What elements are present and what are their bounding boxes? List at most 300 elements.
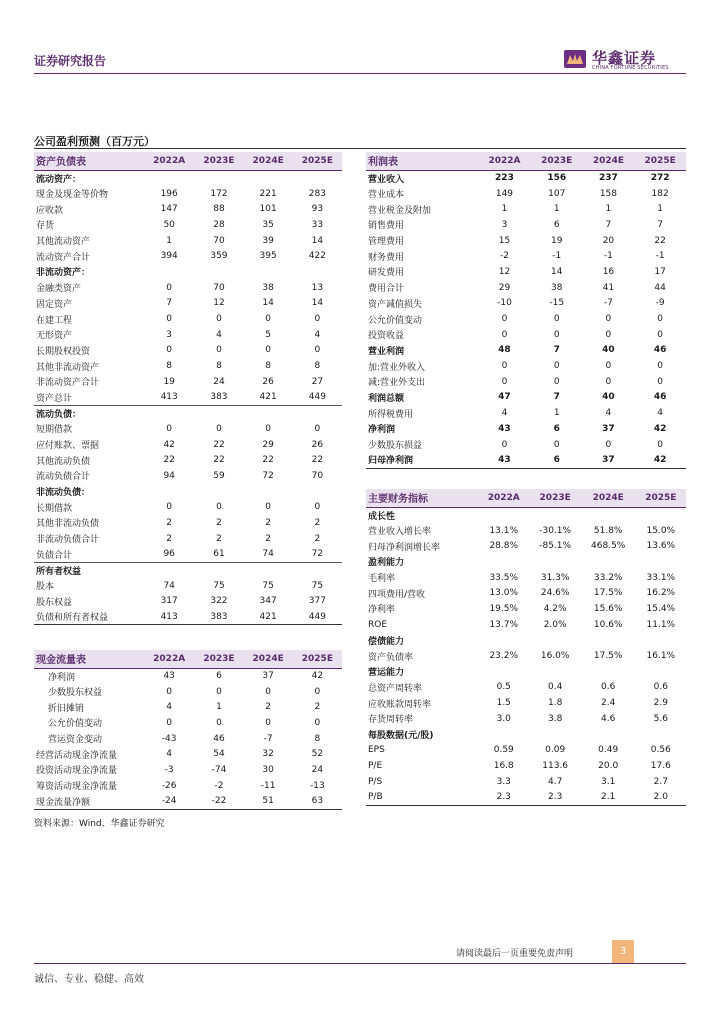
cell-value: 13.6%: [646, 541, 676, 552]
table-row: [34, 421, 342, 437]
table-row: [34, 715, 342, 731]
row-label: 非流动资产合计: [36, 378, 100, 389]
cell-value: 6: [553, 423, 560, 434]
cell-value: [144, 405, 194, 421]
row-label: 研发费用: [368, 268, 405, 279]
cell-value: 40: [602, 345, 615, 356]
cell-value: 2.3: [478, 789, 530, 805]
row-label: EPS: [368, 745, 385, 756]
cell-value: 3.3: [496, 776, 511, 787]
cell-value: 75: [311, 580, 324, 591]
cell-value: 7: [553, 345, 560, 356]
table-title: 利润表: [366, 152, 478, 170]
cell-value: 12: [213, 298, 225, 309]
cell-value: -24: [144, 794, 194, 810]
cell-value: [478, 554, 530, 570]
cell-value: 14: [311, 235, 324, 246]
cell-value: [293, 170, 342, 186]
cell-value: 3.1: [601, 776, 616, 787]
row-label: 折旧摊销: [48, 703, 85, 714]
cell-value: 24: [311, 764, 324, 775]
cell-value: 13.7%: [489, 619, 519, 630]
cell-value: -22: [194, 794, 243, 810]
row-label: 非流动负债合计: [36, 535, 100, 546]
cell-value: 0: [501, 439, 508, 450]
cell-value: [478, 664, 530, 680]
cell-value: 30: [262, 764, 274, 775]
row-label: 应收账款周转率: [368, 699, 432, 710]
cell-value: 33: [311, 219, 324, 230]
cell-value: 2.1: [581, 789, 636, 805]
table-row: [34, 578, 342, 594]
logo-text-en: CHINA FORTUNE SECURITIES: [592, 65, 669, 71]
cell-value: 2: [216, 533, 222, 544]
cell-value: 17.5%: [593, 651, 623, 662]
row-label: 固定资产: [36, 299, 73, 310]
cell-value: 283: [308, 188, 326, 199]
cell-value: 2: [314, 702, 321, 713]
cell-value: 1: [553, 408, 560, 419]
cell-value: 223: [495, 173, 514, 184]
cell-value: [144, 484, 194, 500]
row-label: 少数股东损益: [368, 441, 423, 452]
row-label: 营业成本: [368, 190, 405, 201]
row-label: 现金及现金等价物: [36, 190, 109, 201]
cell-value: 7: [166, 298, 173, 309]
row-label: 营业收入: [368, 174, 405, 185]
cell-value: [194, 562, 243, 578]
row-label: 负债合计: [36, 550, 73, 561]
cell-value: 0: [605, 439, 612, 450]
table-caption: 公司盈利预测（百万元）: [34, 135, 155, 148]
row-label: 现金流量净额: [34, 794, 144, 810]
cell-value: 22: [213, 455, 225, 466]
table-row: [34, 731, 342, 747]
row-label: ROE: [368, 619, 388, 630]
cell-value: 8: [166, 361, 173, 372]
cell-value: 5: [265, 329, 272, 340]
cell-value: [144, 264, 194, 280]
cell-value: 43: [478, 452, 531, 468]
table-row: [366, 405, 686, 421]
table-row: [366, 680, 686, 696]
cell-value: -13: [310, 780, 325, 791]
cell-value: 0: [553, 376, 560, 387]
table-header-row: [34, 650, 342, 668]
cell-value: 94: [163, 470, 175, 481]
year-header: 2022A: [144, 152, 194, 170]
table-row: [34, 778, 342, 794]
table-row: [34, 794, 342, 810]
row-label: 利润总额: [368, 393, 405, 404]
cell-value: 272: [650, 173, 670, 184]
row-label: 投资活动现金净流量: [36, 766, 118, 777]
cell-value: 7: [605, 219, 612, 230]
cell-value: 17.5%: [593, 588, 623, 599]
cell-value: 46: [653, 392, 667, 403]
cell-value: 33.2%: [593, 572, 623, 583]
cell-value: 0: [605, 329, 612, 340]
table-row: [366, 248, 686, 264]
cell-value: 12: [498, 266, 511, 277]
row-label: 流动负债合计: [36, 472, 91, 483]
row-label: 金融类资产: [36, 284, 82, 295]
cell-value: 322: [210, 596, 228, 607]
cell-value: 43: [498, 423, 511, 434]
cell-value: 2: [265, 702, 272, 713]
table-row: [34, 170, 342, 186]
row-label: 营业收入增长率: [368, 527, 432, 538]
table-header-row: [366, 152, 686, 170]
cell-value: 0.6: [653, 682, 668, 693]
cell-value: -3: [164, 764, 174, 775]
table-row: [366, 280, 686, 296]
cell-value: 0: [501, 376, 508, 387]
cell-value: 0.09: [545, 745, 566, 756]
cell-value: 1: [501, 204, 508, 215]
row-label: 其他非流动资产: [36, 362, 100, 373]
cell-value: 46: [213, 733, 225, 744]
cell-value: [636, 507, 686, 523]
cell-value: -85.1%: [539, 541, 572, 552]
cell-value: 3: [501, 219, 508, 230]
cell-value: 33.5%: [489, 572, 519, 583]
cell-value: [636, 664, 686, 680]
cell-value: 0: [553, 439, 560, 450]
table-row: [366, 789, 686, 805]
cell-value: 17: [654, 266, 666, 277]
row-label: 财务费用: [368, 252, 405, 263]
cell-value: [144, 562, 194, 578]
table-row: [366, 617, 686, 633]
cell-value: 63: [293, 794, 342, 810]
cell-value: 0: [265, 345, 272, 356]
table-row: [366, 538, 686, 554]
row-label: P/E: [368, 760, 383, 771]
table-row: [34, 390, 342, 406]
cell-value: 0: [166, 717, 173, 728]
cell-value: 196: [160, 188, 178, 199]
logo-mark-icon: [564, 50, 586, 68]
table-title: 资产负债表: [34, 152, 144, 170]
cell-value: 52: [311, 749, 324, 760]
cell-value: 51: [244, 794, 293, 810]
cell-value: 317: [160, 596, 178, 607]
cell-value: 37: [583, 452, 635, 468]
cell-value: 0: [216, 314, 222, 325]
row-label: 总资产周转率: [368, 683, 423, 694]
cell-value: 16.0%: [540, 651, 570, 662]
cell-value: 3: [166, 329, 173, 340]
cell-value: 13: [311, 282, 324, 293]
table-row: [366, 648, 686, 664]
cell-value: 0: [166, 686, 173, 697]
cell-value: [244, 264, 293, 280]
cell-value: 70: [213, 235, 225, 246]
table-row: [34, 684, 342, 700]
cell-value: 4.6: [601, 713, 616, 724]
cell-value: 14: [551, 266, 563, 277]
table-row: [34, 499, 342, 515]
cell-value: 6: [553, 219, 560, 230]
cell-value: 2.7: [653, 776, 668, 787]
row-label: 公允价值变动: [368, 315, 423, 326]
cell-value: 70: [213, 282, 225, 293]
row-label: 四项费用/营收: [368, 589, 426, 600]
cell-value: 413: [144, 609, 194, 625]
table-row: [34, 609, 342, 625]
row-label: 减:营业外支出: [368, 378, 426, 389]
table-row: [366, 201, 686, 217]
cell-value: 11.1%: [646, 619, 676, 630]
row-label: 长期借款: [36, 503, 73, 514]
row-label: 公允价值变动: [48, 719, 103, 730]
cell-value: 4: [166, 702, 173, 713]
cell-value: 2.0: [636, 789, 686, 805]
cell-value: 449: [293, 609, 342, 625]
cell-value: 0: [314, 717, 321, 728]
row-label: 偿债能力: [368, 636, 405, 647]
table-header-row: [366, 489, 686, 507]
row-label: 成长性: [368, 511, 396, 522]
cell-value: 0: [314, 423, 321, 434]
cell-value: 8: [216, 361, 222, 372]
cell-value: 22: [163, 455, 175, 466]
cell-value: 468.5%: [591, 541, 626, 552]
company-logo: [560, 44, 690, 74]
cell-value: 10.6%: [593, 619, 623, 630]
table-row: [366, 711, 686, 727]
cell-value: 8: [314, 733, 321, 744]
row-label: 流动负债：: [34, 405, 144, 421]
table-row: [34, 668, 342, 684]
cell-value: 413: [160, 392, 178, 403]
cell-value: 16.2%: [646, 588, 676, 599]
row-label: 其他流动负债: [36, 456, 91, 467]
cell-value: 149: [495, 188, 514, 199]
cell-value: [530, 507, 581, 523]
cell-value: 1: [216, 702, 222, 713]
table-row: [34, 343, 342, 359]
year-header: 2024E: [244, 152, 293, 170]
cell-value: [636, 554, 686, 570]
cell-value: 0.49: [598, 745, 619, 756]
row-label: 所有者权益: [34, 562, 144, 578]
cell-value: 32: [262, 749, 274, 760]
cell-value: 395: [259, 251, 277, 262]
cell-value: [244, 484, 293, 500]
cell-value: 20.0: [598, 760, 619, 771]
cell-value: 0: [166, 345, 173, 356]
cell-value: 2.3: [530, 789, 581, 805]
cell-value: 40: [602, 392, 615, 403]
table-row: [366, 358, 686, 374]
cell-value: 42: [653, 423, 667, 434]
cell-value: 24.6%: [540, 588, 570, 599]
row-label: 毛利率: [368, 574, 396, 585]
cell-value: 37: [602, 423, 615, 434]
cell-value: 449: [308, 392, 326, 403]
cell-value: -26: [161, 780, 177, 791]
cell-value: 42: [163, 439, 175, 450]
cell-value: 0: [166, 282, 173, 293]
cell-value: -2: [499, 251, 509, 262]
year-header: 2022A: [478, 152, 531, 170]
year-header: 2023E: [530, 489, 581, 507]
cell-value: 22: [654, 235, 666, 246]
cell-value: 1.8: [547, 698, 563, 709]
cell-value: 31.3%: [540, 572, 570, 583]
row-label: 应收款: [36, 205, 64, 216]
cell-value: 29: [262, 439, 274, 450]
cell-value: 383: [194, 609, 243, 625]
cell-value: 421: [259, 392, 277, 403]
cell-value: 0.4: [547, 682, 563, 693]
year-header: 2025E: [293, 650, 342, 668]
cell-value: 0: [657, 361, 663, 372]
cell-value: [194, 264, 243, 280]
row-label: 加:营业外收入: [368, 362, 426, 373]
cell-value: 394: [160, 251, 178, 262]
table-row: [366, 554, 686, 570]
cell-value: 0: [216, 423, 222, 434]
row-label: 每股数据(元/股): [368, 730, 434, 741]
disclaimer-note: 请阅读最后一页重要免责声明: [456, 949, 574, 959]
cell-value: 147: [160, 204, 178, 215]
row-label: 营运资金变动: [48, 735, 103, 746]
cell-value: 0: [265, 314, 272, 325]
cell-value: 75: [213, 580, 225, 591]
table-row: [34, 358, 342, 374]
table-title: 现金流量表: [34, 650, 144, 668]
cell-value: 19.5%: [489, 603, 519, 614]
cell-value: 22: [262, 455, 274, 466]
table-row: [34, 296, 342, 312]
cell-value: -43: [161, 733, 177, 744]
cell-value: 0: [657, 439, 663, 450]
row-label: 净利润: [48, 672, 76, 683]
row-label: 归母净利润: [366, 452, 478, 468]
year-header: 2024E: [581, 489, 636, 507]
cell-value: 0: [501, 329, 508, 340]
cell-value: 6: [531, 452, 583, 468]
table-row: [34, 515, 342, 531]
year-header: 2022A: [144, 650, 194, 668]
table-row: [366, 186, 686, 202]
cell-value: -7: [603, 298, 613, 309]
cell-value: 0: [553, 329, 560, 340]
cell-value: 13.0%: [489, 588, 519, 599]
cell-value: 0: [265, 423, 272, 434]
row-label: 少数股东权益: [48, 688, 103, 699]
row-label: 其他非流动负债: [36, 519, 100, 530]
cell-value: 221: [259, 188, 277, 199]
row-label: P/S: [368, 776, 383, 787]
year-header: 2023E: [194, 152, 243, 170]
table-row: [366, 264, 686, 280]
cell-value: 0: [314, 686, 321, 697]
row-label: 管理费用: [368, 237, 405, 248]
cell-value: [293, 484, 342, 500]
balance-sheet-table: [34, 152, 342, 625]
cell-value: 22: [213, 439, 225, 450]
cell-value: 38: [551, 282, 563, 293]
year-header: 2022A: [478, 489, 530, 507]
cell-value: 0: [314, 314, 321, 325]
cell-value: 4.2%: [543, 603, 567, 614]
cell-value: 0: [314, 345, 321, 356]
row-label: 所得税费用: [368, 409, 414, 420]
table-row: [366, 727, 686, 743]
cell-value: [244, 170, 293, 186]
table-row: [34, 437, 342, 453]
cell-value: 72: [311, 549, 324, 560]
row-label: 营业利润: [368, 346, 405, 357]
cell-value: 42: [311, 671, 324, 682]
cell-value: 47: [498, 392, 511, 403]
table-row: [366, 570, 686, 586]
year-header: 2023E: [194, 650, 243, 668]
cell-value: 0: [314, 502, 321, 513]
row-label: 负债和所有者权益: [34, 609, 144, 625]
cell-value: 2: [166, 517, 173, 528]
cell-value: 4.7: [547, 776, 563, 787]
cell-value: 75: [262, 580, 274, 591]
row-label: 资产负债率: [368, 652, 414, 663]
cell-value: 4: [166, 749, 173, 760]
cell-value: 51.8%: [593, 525, 623, 536]
cell-value: 16.8: [493, 760, 514, 771]
row-label: 费用合计: [368, 284, 405, 295]
footer-motto: 诚信、专业、稳健、高效: [34, 974, 144, 985]
cell-value: -15: [549, 298, 565, 309]
table-row: [366, 585, 686, 601]
cell-value: -1: [552, 251, 562, 262]
cell-value: 8: [265, 361, 272, 372]
cell-value: 0: [216, 717, 222, 728]
cell-value: 107: [548, 188, 566, 199]
cell-value: 26: [262, 376, 274, 387]
cell-value: 0: [553, 361, 560, 372]
table-row: [366, 437, 686, 453]
table-row: [34, 233, 342, 249]
cell-value: [530, 727, 581, 743]
cell-value: -1: [603, 251, 613, 262]
table-row: [366, 421, 686, 437]
table-row: [366, 327, 686, 343]
table-row: [34, 468, 342, 484]
row-label: 存货: [36, 221, 55, 232]
cell-value: 0: [166, 502, 173, 513]
row-label: 盈利能力: [368, 558, 405, 569]
cell-value: 16: [602, 266, 615, 277]
cell-value: [478, 633, 530, 649]
cell-value: [194, 484, 243, 500]
cell-value: 59: [213, 470, 225, 481]
table-row: [366, 664, 686, 680]
row-label: 投资收益: [368, 331, 405, 342]
cell-value: 0: [501, 361, 508, 372]
cell-value: 54: [213, 749, 225, 760]
cell-value: 2: [265, 533, 272, 544]
cell-value: 113.6: [542, 760, 569, 771]
cell-value: 156: [547, 173, 567, 184]
table-row: [34, 547, 342, 563]
cell-value: 422: [308, 251, 326, 262]
cell-value: 0: [216, 345, 222, 356]
table-row: [34, 374, 342, 390]
cell-value: 1: [657, 204, 663, 215]
